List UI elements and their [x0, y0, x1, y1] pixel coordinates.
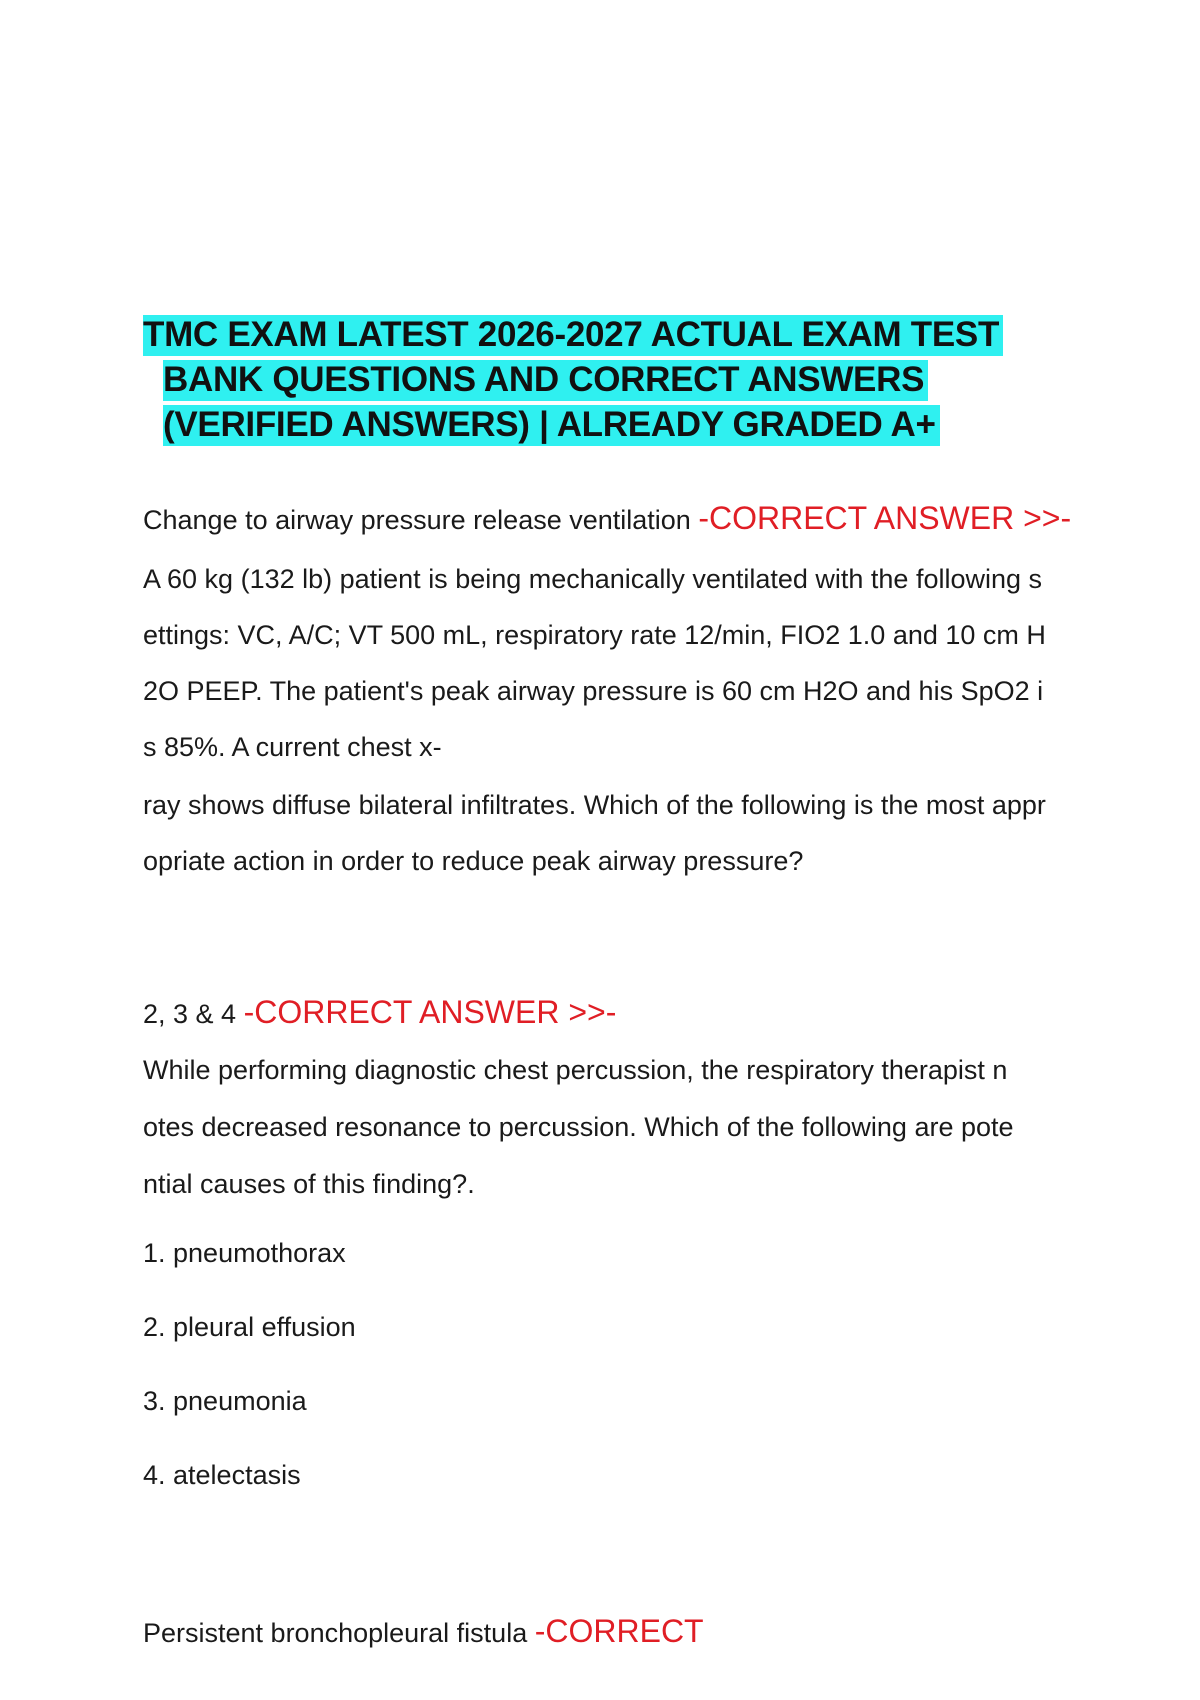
list-item: 2. pleural effusion: [143, 1312, 356, 1342]
list-item: 3. pneumonia: [143, 1386, 307, 1416]
q1-line-3: 2O PEEP. The patient's peak airway pressure is 60 cm H2O and his SpO2 i: [143, 676, 1044, 706]
q1-line-5: ray shows diffuse bilateral infiltrates. Which of the following is the most appr: [143, 790, 1046, 820]
document-title: [143, 312, 1043, 447]
title-line-2: BANK QUESTIONS AND CORRECT ANSWERS: [143, 357, 1043, 402]
q2-line-2: otes decreased resonance to percussion. Which of the following are pote: [143, 1112, 1014, 1142]
q1-line-1: A 60 kg (132 lb) patient is being mechanically ventilated with the following s: [143, 564, 1043, 594]
q1-question-text: [143, 551, 1073, 775]
q1-line-6: opriate action in order to reduce peak airway pressure?: [143, 846, 804, 876]
q1-question-text-continued: [143, 777, 1073, 889]
q3-answer-line: [143, 1606, 1073, 1658]
title-line-3: (VERIFIED ANSWERS) | ALREADY GRADED A+: [143, 402, 1043, 447]
q2-question-text: [143, 1042, 1073, 1213]
q1-line-4: s 85%. A current chest x-: [143, 732, 442, 762]
correct-answer-label: -CORRECT ANSWER >>-: [243, 994, 617, 1030]
q2-line-3: ntial causes of this finding?.: [143, 1169, 475, 1199]
q2-answer-line: [143, 987, 1073, 1039]
q2-answer: 2, 3 & 4: [143, 999, 244, 1029]
q1-answer: Change to airway pressure release ventilation: [143, 505, 699, 535]
title-line-1: TMC EXAM LATEST 2026-2027 ACTUAL EXAM TEST: [143, 312, 1043, 357]
list-item: 1. pneumothorax: [143, 1238, 346, 1268]
q2-line-1: While performing diagnostic chest percussion, the respiratory therapist n: [143, 1055, 1008, 1085]
q1-answer-line: [143, 493, 1073, 545]
correct-label-partial: -CORRECT: [534, 1613, 704, 1649]
q1-line-2: ettings: VC, A/C; VT 500 mL, respiratory rate 12/min, FIO2 1.0 and 10 cm H: [143, 620, 1046, 650]
correct-answer-label: -CORRECT ANSWER >>-: [698, 500, 1072, 536]
q3-answer: Persistent bronchopleural fistula: [143, 1618, 535, 1648]
q2-options-list: [143, 1233, 356, 1529]
list-item: 4. atelectasis: [143, 1460, 301, 1490]
